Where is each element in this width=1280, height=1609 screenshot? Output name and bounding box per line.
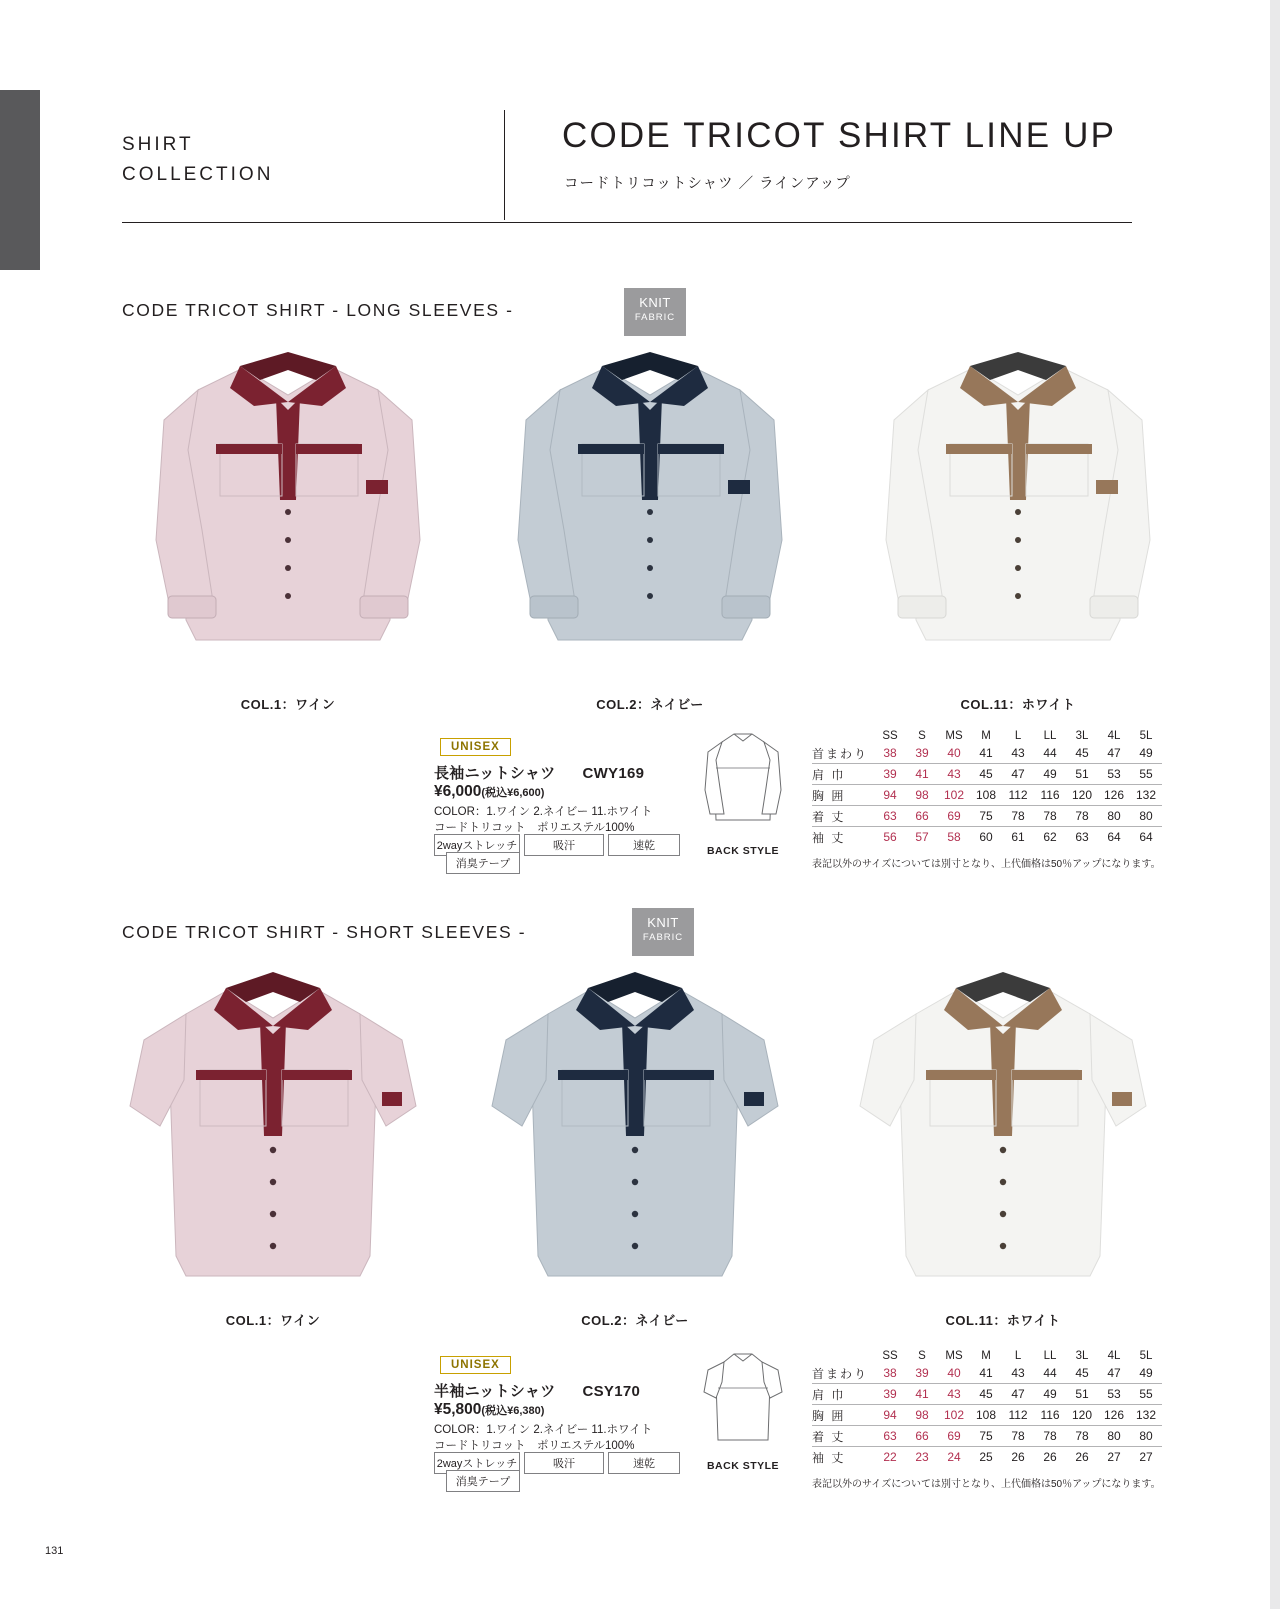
color-caption-short-1: COL.1：ワイン xyxy=(225,1313,321,1328)
cell: 51 xyxy=(1075,1387,1089,1401)
cell: 47 xyxy=(1107,1366,1121,1380)
cell: 24 xyxy=(947,1450,961,1464)
garment-short-white xyxy=(838,960,1168,1305)
cell: 43 xyxy=(947,1387,961,1401)
color-caption-long-3: COL.11：ホワイト xyxy=(960,697,1076,712)
cell: 23 xyxy=(915,1450,929,1464)
page-subtitle: コードトリコットシャツ ／ ラインアップ xyxy=(564,176,851,192)
cell: 116 xyxy=(1040,1408,1060,1422)
back-style-long xyxy=(700,728,786,857)
cell: 112 xyxy=(1008,788,1028,802)
cell: 80 xyxy=(1107,1429,1121,1443)
cell: 38 xyxy=(883,1366,897,1380)
cell: 94 xyxy=(883,1408,897,1422)
feature-tag: 吸汗 xyxy=(524,1452,604,1474)
cell: 39 xyxy=(883,767,897,781)
price-tax: (税込¥6,380) xyxy=(481,1405,545,1417)
cell: 26 xyxy=(1043,1450,1057,1464)
table-row xyxy=(812,1363,1162,1384)
header-divider xyxy=(504,110,505,220)
feature-tag: 2wayストレッチ xyxy=(434,1452,520,1474)
collection-label-line1: SHIRT xyxy=(122,134,194,155)
knit-badge-line2: FABRIC xyxy=(634,312,676,323)
product-price-short xyxy=(434,1401,544,1419)
row-label: 袖 丈 xyxy=(812,830,846,845)
cell: 39 xyxy=(883,1387,897,1401)
size-header: 4L xyxy=(1107,729,1121,742)
cell: 63 xyxy=(1075,830,1089,844)
size-table xyxy=(812,728,1162,847)
row-label: 胸 囲 xyxy=(812,788,846,803)
size-header: MS xyxy=(945,729,963,742)
cell: 62 xyxy=(1043,830,1057,844)
row-label: 肩 巾 xyxy=(812,767,846,782)
table-row xyxy=(812,764,1162,785)
cell: 22 xyxy=(883,1450,897,1464)
page-number: 131 xyxy=(45,1545,64,1557)
unisex-badge-long: UNISEX xyxy=(440,738,511,756)
product-name-text: 半袖ニットシャツ xyxy=(434,1383,556,1400)
size-header: SS xyxy=(882,1349,898,1362)
size-note-long: 表記以外のサイズについては別寸となり、上代価格は50％アップになります。 xyxy=(812,859,1161,870)
page-header xyxy=(122,110,1132,225)
feature-tag: 消臭テープ xyxy=(446,1470,520,1492)
cell: 26 xyxy=(1075,1450,1089,1464)
cell: 75 xyxy=(979,809,993,823)
size-table-corner xyxy=(812,1348,874,1363)
page-edge-strip xyxy=(1270,0,1280,1609)
unisex-badge-short: UNISEX xyxy=(440,1356,511,1374)
size-table-header-row xyxy=(812,728,1162,743)
shirt-illustration xyxy=(490,340,810,680)
shirt-illustration xyxy=(470,960,800,1300)
back-style-label-short: BACK STYLE xyxy=(706,1460,780,1472)
table-row xyxy=(812,827,1162,848)
size-note-short: 表記以外のサイズについては別寸となり、上代価格は50％アップになります。 xyxy=(812,1479,1161,1490)
cell: 55 xyxy=(1139,767,1153,781)
cell: 64 xyxy=(1139,830,1153,844)
cell: 47 xyxy=(1011,1387,1025,1401)
table-row xyxy=(812,1447,1162,1468)
cell: 78 xyxy=(1075,1429,1089,1443)
feature-tag: 消臭テープ xyxy=(446,852,520,874)
price-value: ¥6,000 xyxy=(434,783,482,800)
cell: 78 xyxy=(1075,809,1089,823)
table-row xyxy=(812,1426,1162,1447)
product-price-long xyxy=(434,783,544,801)
cell: 43 xyxy=(1011,746,1025,760)
size-table-long xyxy=(812,728,1162,847)
product-code-text: CWY169 xyxy=(582,765,645,782)
back-style-illustration xyxy=(700,1348,786,1453)
cell: 120 xyxy=(1072,1408,1093,1422)
row-label: 着 丈 xyxy=(812,809,846,824)
size-header: 3L xyxy=(1075,1349,1089,1362)
row-label: 胸 囲 xyxy=(812,1408,846,1423)
fabric-line-long: コードトリコット ポリエステル100% xyxy=(434,822,635,834)
cell: 51 xyxy=(1075,767,1089,781)
size-header: M xyxy=(981,1349,991,1362)
cell: 78 xyxy=(1011,1429,1025,1443)
size-header: LL xyxy=(1043,1349,1057,1362)
cell: 56 xyxy=(883,830,897,844)
cell: 64 xyxy=(1107,830,1121,844)
cell: 44 xyxy=(1043,1366,1057,1380)
color-caption-long-1: COL.1：ワイン xyxy=(240,697,336,712)
garment-long-wine xyxy=(128,340,448,685)
size-header: L xyxy=(1014,729,1022,742)
cell: 43 xyxy=(947,767,961,781)
size-header: 5L xyxy=(1139,1349,1153,1362)
cell: 39 xyxy=(915,1366,929,1380)
cell: 132 xyxy=(1136,1408,1157,1422)
cell: 120 xyxy=(1072,788,1093,802)
feature-row-short-2 xyxy=(446,1470,524,1492)
fabric-line-short: コードトリコット ポリエステル100% xyxy=(434,1440,635,1452)
knit-fabric-badge-long xyxy=(624,288,686,336)
cell: 108 xyxy=(976,788,997,802)
section-heading-short: CODE TRICOT SHIRT - SHORT SLEEVES - xyxy=(122,922,527,942)
cell: 45 xyxy=(1075,1366,1089,1380)
garment-long-white xyxy=(858,340,1178,685)
cell: 47 xyxy=(1011,767,1025,781)
cell: 63 xyxy=(883,809,897,823)
cell: 27 xyxy=(1139,1450,1153,1464)
table-row xyxy=(812,1405,1162,1426)
size-header: L xyxy=(1014,1349,1022,1362)
size-header: S xyxy=(918,1349,926,1362)
collection-label xyxy=(122,130,372,190)
cell: 80 xyxy=(1139,1429,1153,1443)
table-row xyxy=(812,1384,1162,1405)
cell: 40 xyxy=(947,746,961,760)
knit-badge-line2: FABRIC xyxy=(642,932,684,943)
feature-row-long-2 xyxy=(446,852,524,874)
cell: 41 xyxy=(915,1387,929,1401)
feature-tag: 吸汗 xyxy=(524,834,604,856)
cell: 25 xyxy=(979,1450,993,1464)
cell: 40 xyxy=(947,1366,961,1380)
table-row xyxy=(812,785,1162,806)
cell: 45 xyxy=(979,767,993,781)
cell: 78 xyxy=(1011,809,1025,823)
row-label: 袖 丈 xyxy=(812,1450,846,1465)
cell: 41 xyxy=(979,746,993,760)
product-code-text: CSY170 xyxy=(582,1383,641,1400)
cell: 126 xyxy=(1104,788,1125,802)
size-header: 5L xyxy=(1139,729,1153,742)
cell: 49 xyxy=(1139,746,1153,760)
cell: 49 xyxy=(1139,1366,1153,1380)
row-label: 着 丈 xyxy=(812,1429,846,1444)
size-table-short xyxy=(812,1348,1162,1467)
cell: 26 xyxy=(1011,1450,1025,1464)
cell: 47 xyxy=(1107,746,1121,760)
cell: 80 xyxy=(1107,809,1121,823)
size-table xyxy=(812,1348,1162,1467)
cell: 78 xyxy=(1043,1429,1057,1443)
size-table-header-row xyxy=(812,1348,1162,1363)
size-header: M xyxy=(981,729,991,742)
section-side-tab xyxy=(0,90,40,270)
size-header: MS xyxy=(945,1349,963,1362)
row-label: 肩 巾 xyxy=(812,1387,846,1402)
cell: 102 xyxy=(944,1408,965,1422)
shirt-illustration xyxy=(858,340,1178,680)
cell: 61 xyxy=(1011,830,1025,844)
garment-long-navy xyxy=(490,340,810,685)
color-caption-short-3: COL.11：ホワイト xyxy=(945,1313,1061,1328)
cell: 108 xyxy=(976,1408,997,1422)
cell: 53 xyxy=(1107,1387,1121,1401)
cell: 80 xyxy=(1139,809,1153,823)
size-header: LL xyxy=(1043,729,1057,742)
color-line-short: COLOR：1.ワイン 2.ネイビー 11.ホワイト xyxy=(434,1424,653,1436)
cell: 66 xyxy=(915,1429,929,1443)
cell: 60 xyxy=(979,830,993,844)
cell: 53 xyxy=(1107,767,1121,781)
cell: 98 xyxy=(915,788,929,802)
cell: 49 xyxy=(1043,1387,1057,1401)
cell: 69 xyxy=(947,809,961,823)
cell: 69 xyxy=(947,1429,961,1443)
size-header: S xyxy=(918,729,926,742)
cell: 57 xyxy=(915,830,929,844)
product-name-short xyxy=(434,1380,640,1401)
row-label: 首まわり xyxy=(812,1366,869,1381)
cell: 44 xyxy=(1043,746,1057,760)
garment-short-navy xyxy=(470,960,800,1305)
cell: 75 xyxy=(979,1429,993,1443)
size-header: 4L xyxy=(1107,1349,1121,1362)
cell: 132 xyxy=(1136,788,1157,802)
cell: 126 xyxy=(1104,1408,1125,1422)
cell: 45 xyxy=(1075,746,1089,760)
cell: 38 xyxy=(883,746,897,760)
table-row xyxy=(812,743,1162,764)
cell: 43 xyxy=(1011,1366,1025,1380)
size-header: SS xyxy=(882,729,898,742)
cell: 78 xyxy=(1043,809,1057,823)
table-row xyxy=(812,806,1162,827)
back-style-illustration xyxy=(700,728,786,838)
cell: 41 xyxy=(979,1366,993,1380)
shirt-illustration xyxy=(128,340,448,680)
cell: 58 xyxy=(947,830,961,844)
cell: 49 xyxy=(1043,767,1057,781)
cell: 45 xyxy=(979,1387,993,1401)
back-style-short xyxy=(700,1348,786,1472)
back-style-label-long: BACK STYLE xyxy=(706,845,780,857)
shirt-illustration xyxy=(108,960,438,1300)
price-tax: (税込¥6,600) xyxy=(481,787,545,799)
shirt-illustration xyxy=(838,960,1168,1300)
cell: 112 xyxy=(1008,1408,1028,1422)
row-label: 首まわり xyxy=(812,746,869,761)
cell: 66 xyxy=(915,809,929,823)
color-line-long: COLOR：1.ワイン 2.ネイビー 11.ホワイト xyxy=(434,806,653,818)
feature-tag: 2wayストレッチ xyxy=(434,834,520,856)
garment-short-wine xyxy=(108,960,438,1305)
knit-badge-line1: KNIT xyxy=(647,915,679,930)
page-title: CODE TRICOT SHIRT LINE UP xyxy=(562,116,1117,155)
cell: 27 xyxy=(1107,1450,1121,1464)
cell: 55 xyxy=(1139,1387,1153,1401)
knit-fabric-badge-short xyxy=(632,908,694,956)
cell: 41 xyxy=(915,767,929,781)
cell: 102 xyxy=(944,788,965,802)
size-header: 3L xyxy=(1075,729,1089,742)
product-name-long xyxy=(434,762,644,783)
size-table-corner xyxy=(812,728,874,743)
knit-badge-line1: KNIT xyxy=(639,295,671,310)
feature-tag: 速乾 xyxy=(608,834,680,856)
cell: 94 xyxy=(883,788,897,802)
color-caption-long-2: COL.2：ネイビー xyxy=(596,697,704,712)
cell: 39 xyxy=(915,746,929,760)
header-rule xyxy=(122,222,1132,223)
section-heading-long: CODE TRICOT SHIRT - LONG SLEEVES - xyxy=(122,300,514,320)
product-name-text: 長袖ニットシャツ xyxy=(434,765,556,782)
collection-label-line2: COLLECTION xyxy=(122,164,274,185)
color-caption-short-2: COL.2：ネイビー xyxy=(581,1313,689,1328)
cell: 63 xyxy=(883,1429,897,1443)
cell: 116 xyxy=(1040,788,1060,802)
price-value: ¥5,800 xyxy=(434,1401,482,1418)
feature-tag: 速乾 xyxy=(608,1452,680,1474)
cell: 98 xyxy=(915,1408,929,1422)
